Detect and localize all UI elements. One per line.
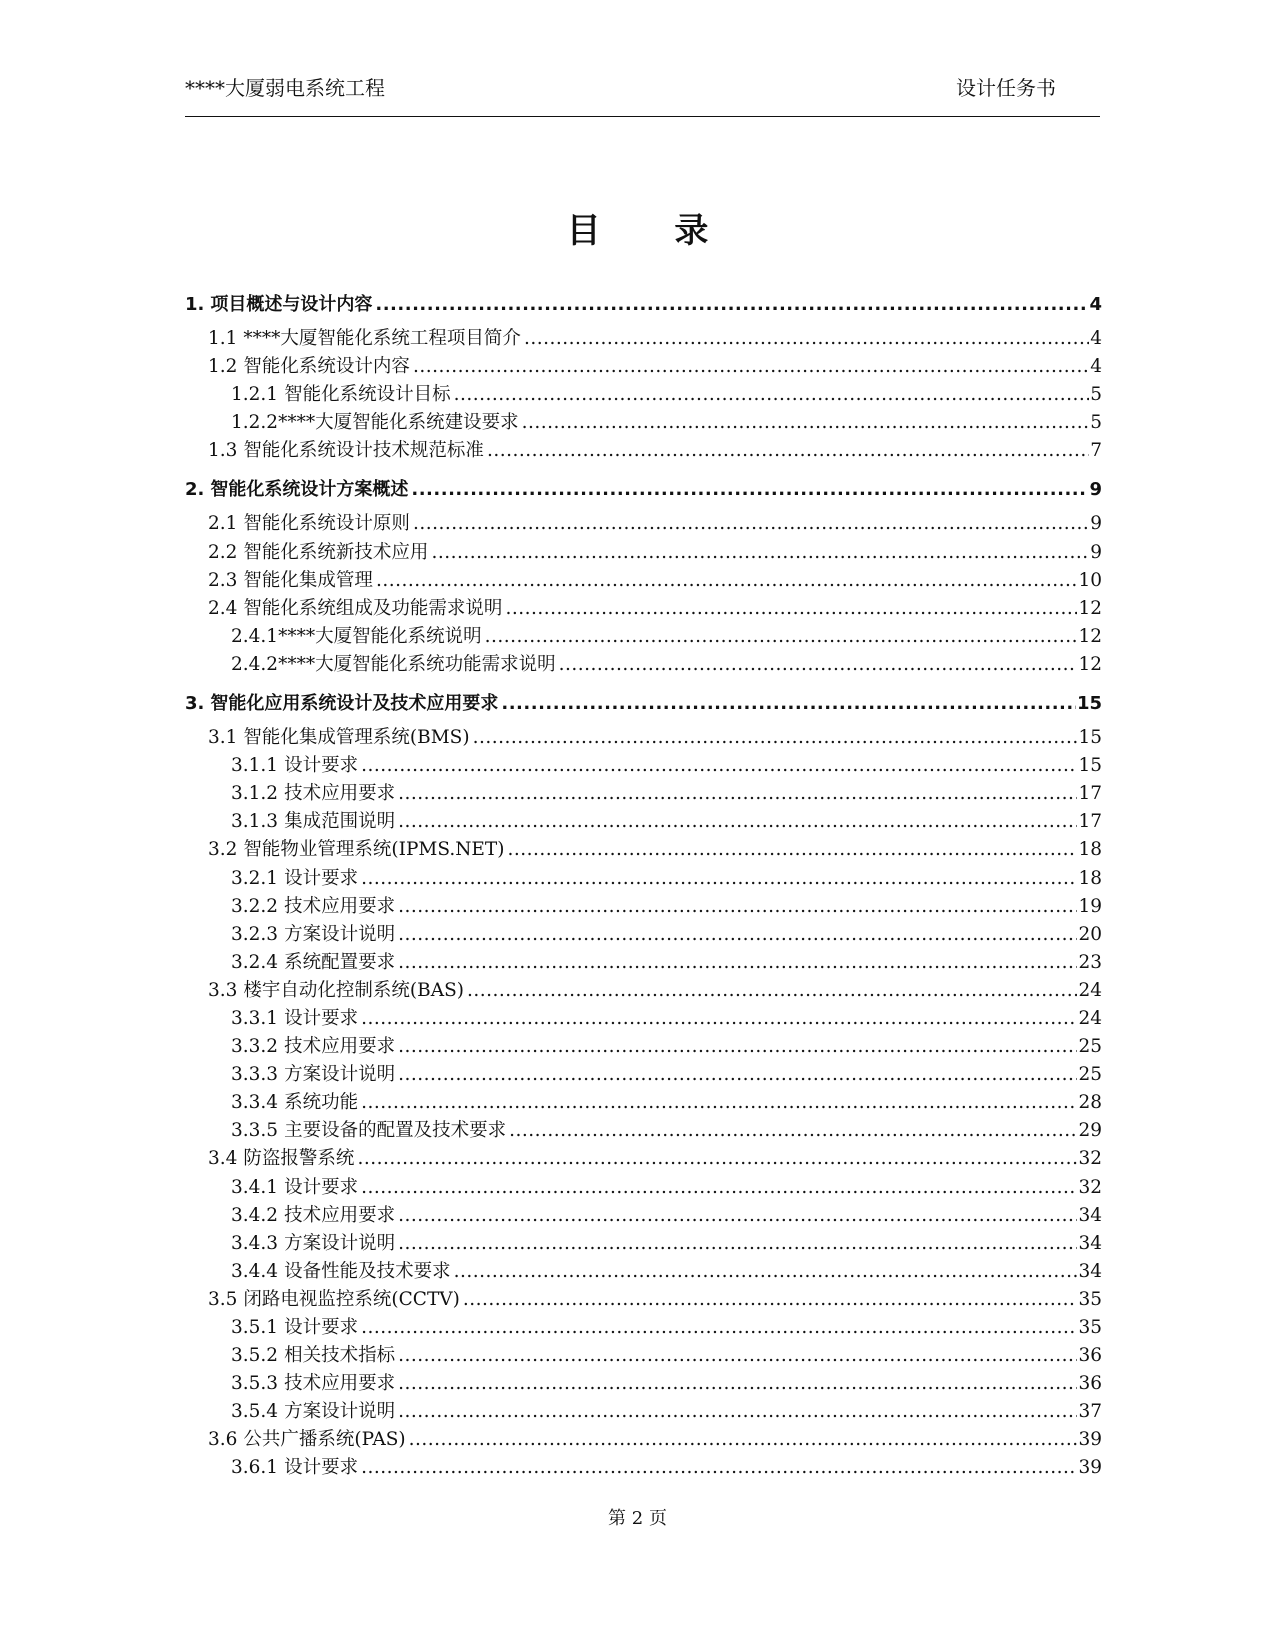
toc-dot-leader <box>398 949 1077 977</box>
toc-entry-title: 智能物业管理系统(IPMS.NET) <box>243 839 505 861</box>
toc-entry-number: 3.1.1 <box>231 755 279 777</box>
toc-entry-page: 25 <box>1078 1064 1102 1086</box>
toc-entry-page: 35 <box>1078 1288 1102 1310</box>
toc-dot-leader <box>361 1005 1077 1033</box>
toc-entry-page: 15 <box>1078 755 1102 777</box>
table-of-contents <box>185 290 1102 1483</box>
toc-entry[interactable] <box>185 475 1102 504</box>
toc-dot-leader <box>485 623 1078 651</box>
toc-entry[interactable] <box>185 1314 1102 1342</box>
toc-entry-number: 2.1 <box>208 513 238 535</box>
toc-dot-leader <box>509 1117 1077 1145</box>
toc-entry-page: 20 <box>1078 923 1102 945</box>
toc-dot-leader <box>357 1145 1077 1173</box>
toc-entry-title: 设备性能及技术要求 <box>284 1260 451 1282</box>
toc-entry-page: 15 <box>1076 693 1102 715</box>
toc-entry-title: 技术应用要求 <box>284 1036 396 1058</box>
toc-entry-page: 32 <box>1078 1148 1102 1170</box>
toc-entry-number: 1.2.2 <box>231 412 279 434</box>
toc-dot-leader <box>522 409 1090 437</box>
toc-entry-number: 3.4.3 <box>231 1232 279 1254</box>
toc-entry-title: 相关技术指标 <box>284 1345 396 1367</box>
toc-entry[interactable] <box>185 893 1102 921</box>
toc-entry-title: 闭路电视监控系统(CCTV) <box>243 1288 460 1310</box>
toc-entry-number: 3.2 <box>208 839 238 861</box>
toc-entry-number: 3.5.1 <box>231 1317 279 1338</box>
toc-entry-number: 3.2.2 <box>231 895 279 917</box>
toc-entry-number: 2.4.1 <box>231 625 279 647</box>
toc-entry-page: 18 <box>1078 839 1102 861</box>
toc-entry-page: 36 <box>1078 1373 1102 1395</box>
toc-entry-page: 34 <box>1078 1232 1102 1254</box>
toc-dot-leader <box>398 1061 1077 1089</box>
toc-entry-number: 1.2.1 <box>231 384 279 406</box>
toc-entry-page: 9 <box>1089 479 1102 501</box>
toc-entry-title: 设计要求 <box>284 1317 359 1338</box>
toc-entry[interactable] <box>185 510 1102 538</box>
toc-entry-page: 17 <box>1078 783 1102 805</box>
toc-dot-leader <box>398 893 1077 921</box>
toc-entry-number: 3.3.1 <box>231 1007 279 1029</box>
toc-entry-page: 37 <box>1078 1401 1102 1423</box>
toc-entry[interactable] <box>185 808 1102 836</box>
toc-title: 目 录 <box>566 211 709 251</box>
toc-entry-number: 3.3.5 <box>231 1120 279 1142</box>
toc-entry[interactable] <box>185 1061 1102 1089</box>
toc-dot-leader <box>454 1258 1078 1286</box>
toc-dot-leader <box>398 1398 1077 1426</box>
toc-entry-title: 技术应用要求 <box>284 1204 396 1226</box>
toc-entry-title: 智能化系统组成及功能需求说明 <box>243 597 503 619</box>
toc-entry-title: 方案设计说明 <box>284 923 396 945</box>
toc-entry-page: 29 <box>1078 1120 1102 1142</box>
toc-entry-title: 智能化系统设计目标 <box>284 384 451 406</box>
toc-entry-page: 9 <box>1090 513 1102 535</box>
toc-dot-leader <box>413 353 1089 381</box>
toc-entry-title: 智能化系统设计原则 <box>243 513 410 535</box>
toc-entry[interactable] <box>185 325 1102 353</box>
toc-entry-number: 3.3.2 <box>231 1036 279 1058</box>
toc-dot-leader <box>398 1230 1077 1258</box>
toc-entry-number: 3.3.3 <box>231 1064 279 1086</box>
toc-entry[interactable] <box>185 1398 1102 1426</box>
toc-entry-page: 4 <box>1089 294 1102 315</box>
toc-entry-number: 3.2.1 <box>231 867 279 889</box>
toc-dot-leader <box>398 1202 1077 1230</box>
toc-entry[interactable] <box>185 1286 1102 1314</box>
toc-entry-page: 12 <box>1078 597 1102 619</box>
toc-dot-leader <box>454 381 1090 409</box>
toc-entry-number: 3.6.1 <box>231 1457 279 1479</box>
toc-entry-page: 24 <box>1078 979 1102 1001</box>
toc-entry-number: 3.3 <box>208 979 238 1001</box>
toc-dot-leader <box>409 1426 1078 1454</box>
toc-entry-number: 2. <box>185 479 205 501</box>
toc-entry-page: 34 <box>1078 1260 1102 1282</box>
toc-dot-leader <box>361 752 1077 780</box>
toc-entry[interactable] <box>185 977 1102 1005</box>
toc-entry-number: 3.4 <box>208 1148 238 1170</box>
toc-entry-title: 技术应用要求 <box>284 895 396 917</box>
toc-entry-number: 3.5.3 <box>231 1373 279 1395</box>
header-document-type: 设计任务书 <box>956 76 1056 100</box>
toc-entry-title: ****大厦智能化系统工程项目简介 <box>243 328 521 349</box>
toc-entry[interactable] <box>185 1089 1102 1117</box>
toc-dot-leader <box>411 475 1088 504</box>
toc-dot-leader <box>487 437 1089 465</box>
toc-entry-page: 4 <box>1090 328 1102 349</box>
toc-entry-page: 23 <box>1078 951 1102 973</box>
toc-entry-title: 防盗报警系统 <box>243 1148 355 1170</box>
page-header <box>185 74 1100 117</box>
toc-entry-title: 楼宇自动化控制系统(BAS) <box>243 979 464 1001</box>
toc-entry-title: 集成范围说明 <box>284 811 396 833</box>
toc-dot-leader <box>413 510 1089 538</box>
toc-dot-leader <box>505 595 1077 623</box>
toc-entry-number: 3.2.3 <box>231 923 279 945</box>
toc-entry-number: 3.4.2 <box>231 1204 279 1226</box>
toc-entry[interactable] <box>185 780 1102 808</box>
toc-entry-page: 4 <box>1090 356 1102 378</box>
toc-dot-leader <box>463 1286 1078 1314</box>
toc-entry-number: 2.3 <box>208 569 238 591</box>
toc-entry-page: 36 <box>1078 1345 1102 1367</box>
toc-entry[interactable] <box>185 1174 1102 1202</box>
toc-entry-number: 3.2.4 <box>231 951 279 973</box>
toc-entry-page: 32 <box>1078 1176 1102 1198</box>
toc-entry-page: 12 <box>1078 625 1102 647</box>
toc-entry-page: 9 <box>1090 541 1102 563</box>
toc-entry[interactable] <box>185 865 1102 893</box>
toc-entry[interactable] <box>185 1230 1102 1258</box>
toc-entry-title: 方案设计说明 <box>284 1232 396 1254</box>
toc-dot-leader <box>398 921 1077 949</box>
toc-dot-leader <box>398 1342 1077 1370</box>
toc-dot-leader <box>473 724 1078 752</box>
toc-dot-leader <box>361 1454 1077 1482</box>
toc-entry-number: 2.2 <box>208 541 238 563</box>
toc-dot-leader <box>501 689 1076 718</box>
toc-entry-title: 智能化系统设计内容 <box>243 356 410 378</box>
toc-entry[interactable] <box>185 1117 1102 1145</box>
toc-entry[interactable] <box>185 539 1102 567</box>
page-number: 第 2 页 <box>608 1508 667 1529</box>
toc-entry-page: 19 <box>1078 895 1102 917</box>
toc-entry-number: 3.4.1 <box>231 1176 279 1198</box>
toc-entry[interactable] <box>185 353 1102 381</box>
toc-entry-title: ****大厦智能化系统功能需求说明 <box>278 653 556 675</box>
toc-entry-title: 设计要求 <box>284 755 359 777</box>
toc-entry-title: 方案设计说明 <box>284 1064 396 1086</box>
toc-entry[interactable] <box>185 1145 1102 1173</box>
toc-entry-number: 1.1 <box>208 328 238 349</box>
toc-dot-leader <box>361 1089 1077 1117</box>
toc-dot-leader <box>376 567 1078 595</box>
toc-entry[interactable] <box>185 1202 1102 1230</box>
toc-entry-title: ****大厦智能化系统说明 <box>278 625 482 647</box>
toc-entry[interactable] <box>185 381 1102 409</box>
toc-entry-title: 智能化集成管理系统(BMS) <box>243 727 470 749</box>
toc-entry[interactable] <box>185 595 1102 623</box>
toc-entry[interactable] <box>185 921 1102 949</box>
toc-entry[interactable] <box>185 623 1102 651</box>
header-project-title: ****大厦弱电系统工程 <box>185 76 385 100</box>
toc-entry[interactable] <box>185 437 1102 465</box>
toc-entry-title: 系统功能 <box>284 1092 359 1114</box>
toc-dot-leader <box>398 1033 1077 1061</box>
toc-dot-leader <box>361 865 1077 893</box>
toc-entry-title: ****大厦智能化系统建设要求 <box>278 412 519 434</box>
toc-dot-leader <box>361 1314 1077 1342</box>
toc-entry-page: 34 <box>1078 1204 1102 1226</box>
toc-entry-title: 技术应用要求 <box>284 783 396 805</box>
toc-entry[interactable] <box>185 1342 1102 1370</box>
toc-entry-number: 2.4.2 <box>231 653 279 675</box>
toc-entry[interactable] <box>185 689 1102 718</box>
toc-entry-title: 智能化应用系统设计及技术应用要求 <box>210 693 499 715</box>
toc-entry-number: 3.5.2 <box>231 1345 279 1367</box>
toc-entry-number: 3.5 <box>208 1288 238 1310</box>
toc-entry-page: 12 <box>1078 653 1102 675</box>
toc-entry-number: 3.1 <box>208 727 238 749</box>
toc-entry-number: 3.5.4 <box>231 1401 279 1423</box>
toc-entry-page: 15 <box>1078 727 1102 749</box>
toc-entry-title: 方案设计说明 <box>284 1401 396 1423</box>
toc-entry-number: 2.4 <box>208 597 238 619</box>
toc-entry[interactable] <box>185 1370 1102 1398</box>
toc-dot-leader <box>398 1370 1077 1398</box>
toc-entry-number: 3. <box>185 693 205 715</box>
toc-entry-title: 设计要求 <box>284 1457 359 1479</box>
toc-entry-title: 设计要求 <box>284 1007 359 1029</box>
toc-entry[interactable] <box>185 567 1102 595</box>
toc-entry-number: 3.1.3 <box>231 811 279 833</box>
toc-entry-title: 项目概述与设计内容 <box>210 294 373 315</box>
toc-entry[interactable] <box>185 1005 1102 1033</box>
toc-entry[interactable] <box>185 1454 1102 1482</box>
toc-entry[interactable] <box>185 1426 1102 1454</box>
toc-entry-page: 24 <box>1078 1007 1102 1029</box>
toc-entry-title: 智能化系统新技术应用 <box>243 541 429 563</box>
toc-entry-page: 17 <box>1078 811 1102 833</box>
toc-entry-page: 7 <box>1090 440 1102 462</box>
toc-entry[interactable] <box>185 1033 1102 1061</box>
toc-dot-leader <box>524 325 1089 353</box>
toc-entry-title: 设计要求 <box>284 1176 359 1198</box>
toc-entry-title: 主要设备的配置及技术要求 <box>284 1120 507 1142</box>
toc-dot-leader <box>398 808 1077 836</box>
toc-dot-leader <box>467 977 1077 1005</box>
toc-entry[interactable] <box>185 724 1102 752</box>
toc-entry[interactable] <box>185 1258 1102 1286</box>
toc-entry-title: 公共广播系统(PAS) <box>243 1429 406 1451</box>
toc-dot-leader <box>431 539 1089 567</box>
toc-entry[interactable] <box>185 836 1102 864</box>
toc-entry[interactable] <box>185 290 1102 319</box>
toc-entry-page: 28 <box>1078 1092 1102 1114</box>
toc-entry-number: 3.4.4 <box>231 1260 279 1282</box>
toc-entry-number: 1.3 <box>208 440 238 462</box>
toc-entry-page: 25 <box>1078 1036 1102 1058</box>
toc-entry[interactable] <box>185 409 1102 437</box>
toc-entry-number: 1. <box>185 294 205 315</box>
toc-entry-title: 智能化系统设计方案概述 <box>210 479 409 501</box>
toc-dot-leader <box>559 651 1078 679</box>
toc-entry-page: 10 <box>1078 569 1102 591</box>
toc-entry-page: 5 <box>1090 412 1102 434</box>
toc-entry-title: 系统配置要求 <box>284 951 396 973</box>
toc-entry-title: 智能化集成管理 <box>243 569 373 591</box>
toc-entry-page: 18 <box>1078 867 1102 889</box>
toc-entry[interactable] <box>185 651 1102 679</box>
toc-entry[interactable] <box>185 949 1102 977</box>
toc-entry-page: 39 <box>1078 1429 1102 1451</box>
toc-entry-number: 3.1.2 <box>231 783 279 805</box>
toc-dot-leader <box>507 836 1077 864</box>
toc-entry-page: 5 <box>1090 384 1102 406</box>
toc-entry-number: 1.2 <box>208 356 238 378</box>
toc-entry-number: 3.6 <box>208 1429 238 1451</box>
toc-dot-leader <box>398 780 1077 808</box>
toc-entry-title: 智能化系统设计技术规范标准 <box>243 440 484 462</box>
toc-entry-page: 35 <box>1078 1317 1102 1338</box>
toc-dot-leader <box>361 1174 1077 1202</box>
toc-entry-title: 技术应用要求 <box>284 1373 396 1395</box>
toc-dot-leader <box>375 290 1088 319</box>
toc-entry-number: 3.3.4 <box>231 1092 279 1114</box>
toc-entry-page: 39 <box>1078 1457 1102 1479</box>
toc-entry-title: 设计要求 <box>284 867 359 889</box>
toc-entry[interactable] <box>185 752 1102 780</box>
